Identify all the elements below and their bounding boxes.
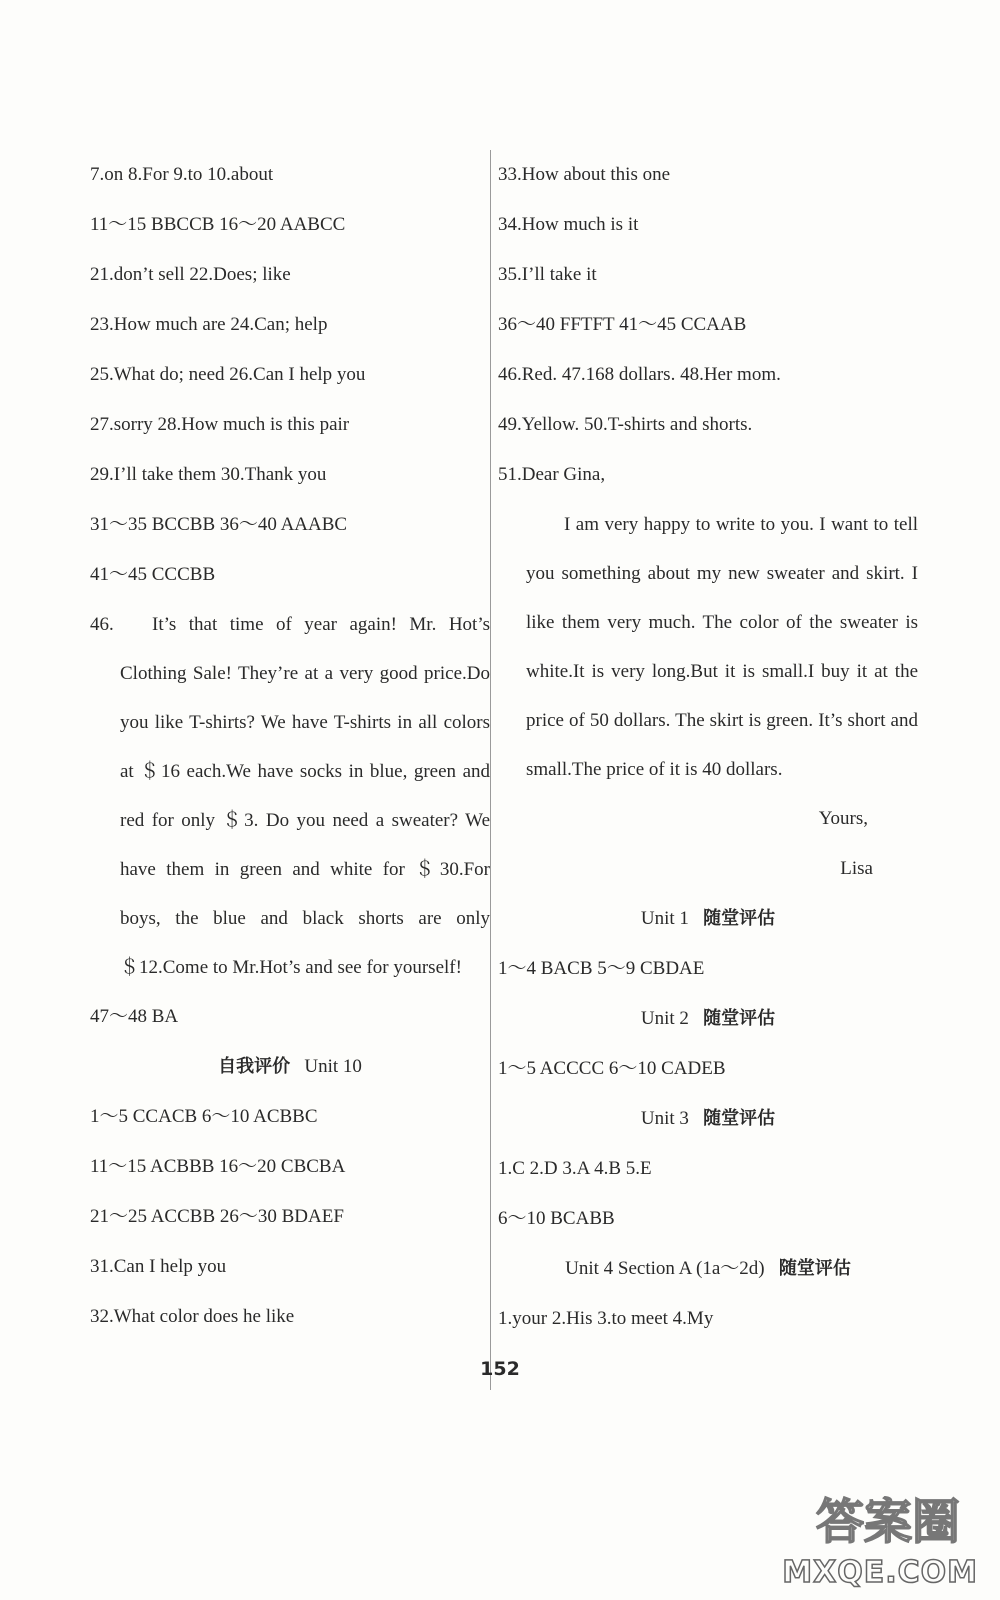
answer-line: 1.your 2.His 3.to meet 4.My — [498, 1308, 714, 1329]
section-heading-unit10 — [90, 1042, 490, 1092]
answer-line: 36～40 FFTFT 41～45 CCAAB — [498, 314, 747, 335]
section-heading-cn: 随堂评估 — [778, 1258, 851, 1279]
section-heading-unit3 — [498, 1094, 918, 1144]
letter-body: I am very happy to write to you. I want to tell you something about my new sweater and skirt. I like them very much. The color of the sweater is white.It is very long.But it is small.I buy it at the price of 50 dollars. The skirt is green. It’s short and small.The price of it is 40 dollars. — [526, 514, 918, 780]
column-divider — [490, 150, 491, 1390]
answer-line: 51.Dear Gina, — [498, 464, 606, 485]
letter-closing: Yours, — [818, 808, 868, 829]
answer-line: 29.I’ll take them 30.Thank you — [90, 464, 327, 485]
answer-line: 7.on 8.For 9.to 10.about — [90, 164, 274, 185]
answer-line: 35.I’ll take it — [498, 264, 597, 285]
section-heading-en: Unit 1 — [640, 908, 689, 929]
writing-answer-46 — [90, 600, 490, 992]
answer-line: 1～5 ACCCC 6～10 CADEB — [498, 1058, 726, 1079]
question-number: 46. — [90, 614, 114, 635]
answer-line: 11～15 ACBBB 16～20 CBCBA — [90, 1156, 346, 1177]
right-column — [498, 150, 918, 1344]
answer-line: 31～35 BCCBB 36～40 AAABC — [90, 514, 348, 535]
left-column — [90, 150, 490, 1342]
answer-line: 27.sorry 28.How much is this pair — [90, 414, 350, 435]
section-heading-unit2 — [498, 994, 918, 1044]
answer-line: 33.How about this one — [498, 164, 671, 185]
answer-line: 21.don’t sell 22.Does; like — [90, 264, 291, 285]
answer-line: 1.C 2.D 3.A 4.B 5.E — [498, 1158, 652, 1179]
answer-line: 23.How much are 24.Can; help — [90, 314, 328, 335]
answer-line: 21～25 ACCBB 26～30 BDAEF — [90, 1206, 344, 1227]
section-heading-cn: 随堂评估 — [703, 1108, 776, 1129]
section-heading-unit1 — [498, 894, 918, 944]
answer-line: 1～5 CCACB 6～10 ACBBC — [90, 1106, 318, 1127]
section-heading-en: Unit 10 — [304, 1056, 362, 1077]
answer-line: 11～15 BBCCB 16～20 AABCC — [90, 214, 346, 235]
section-heading-cn: 自我评价 — [218, 1056, 291, 1077]
section-heading-cn: 随堂评估 — [703, 908, 776, 929]
answer-line: 1～4 BACB 5～9 CBDAE — [498, 958, 705, 979]
watermark-logo-en: MXQE.COM — [782, 1555, 978, 1590]
page-number: 152 — [480, 1358, 520, 1380]
answer-line: 6～10 BCABB — [498, 1208, 615, 1229]
answer-line: 25.What do; need 26.Can I help you — [90, 364, 366, 385]
section-heading-cn: 随堂评估 — [703, 1008, 776, 1029]
answer-line: 49.Yellow. 50.T-shirts and shorts. — [498, 414, 753, 435]
answer-line: 31.Can I help you — [90, 1256, 227, 1277]
answer-line: 47～48 BA — [90, 1006, 179, 1027]
answer-line: 41～45 CCCBB — [90, 564, 216, 585]
answer-line: 34.How much is it — [498, 214, 639, 235]
section-heading-en: Unit 4 Section A (1a～2d) — [565, 1258, 765, 1279]
section-heading-en: Unit 2 — [640, 1008, 689, 1029]
writing-text: It’s that time of year again! Mr. Hot’s Clothing Sale! They’re at a very good price.Do you like T-shirts? We have T-shirts in all colors at ＄16 each.We have socks in blue, green and red for only ＄3. Do you need a sweater? We have them in green and white for ＄30.For boys, the blue and black shorts are only ＄12.Come to Mr.Hot’s and see for yourself! — [120, 614, 490, 978]
section-heading-unit4 — [498, 1244, 918, 1294]
answer-line: 32.What color does he like — [90, 1306, 295, 1327]
answer-line: 46.Red. 47.168 dollars. 48.Her mom. — [498, 364, 781, 385]
letter-signature: Lisa — [840, 858, 873, 879]
watermark-logo-cn: 答案圈 — [815, 1494, 960, 1550]
section-heading-en: Unit 3 — [640, 1108, 689, 1129]
